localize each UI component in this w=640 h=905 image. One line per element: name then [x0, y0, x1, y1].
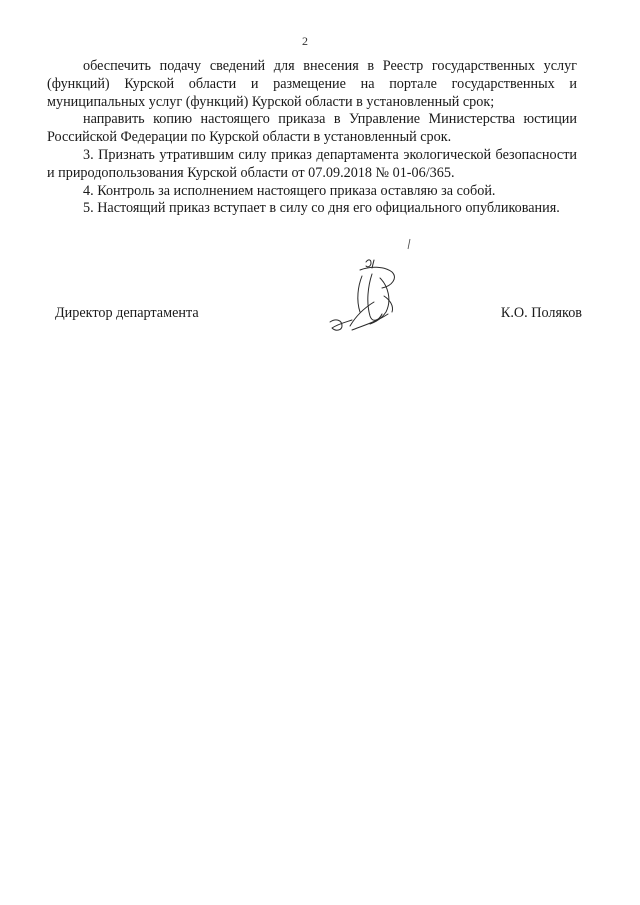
signer-name: К.О. Поляков	[500, 305, 582, 321]
page-number: 2	[302, 34, 308, 48]
paragraph-control: 4. Контроль за исполнением настоящего приказа оставляю за собой.	[83, 182, 496, 199]
stray-mark-icon	[405, 238, 413, 250]
paragraph-revoke-order: 3. Признать утратившим силу приказ департамента экологической безопасности и природопользования Курской области от 07.09.2018 № 01-06/365.	[47, 146, 577, 181]
paragraph-effective-date: 5. Настоящий приказ вступает в силу со дня его официального опубликования.	[83, 200, 560, 217]
paragraph-send-copy: направить копию настоящего приказа в Управление Министерства юстиции Российской Федерации по Курской области в установленный срок.	[47, 111, 577, 146]
signer-title: Директор департамента	[55, 305, 199, 321]
signature-block	[0, 300, 640, 340]
paragraph-submit-info: обеспечить подачу сведений для внесения в Реестр государственных услуг (функций) Курской области и размещение на портале государственных и муниципальных услуг (функций) Курской области в установленный срок;	[47, 58, 577, 110]
document-body	[47, 58, 577, 218]
